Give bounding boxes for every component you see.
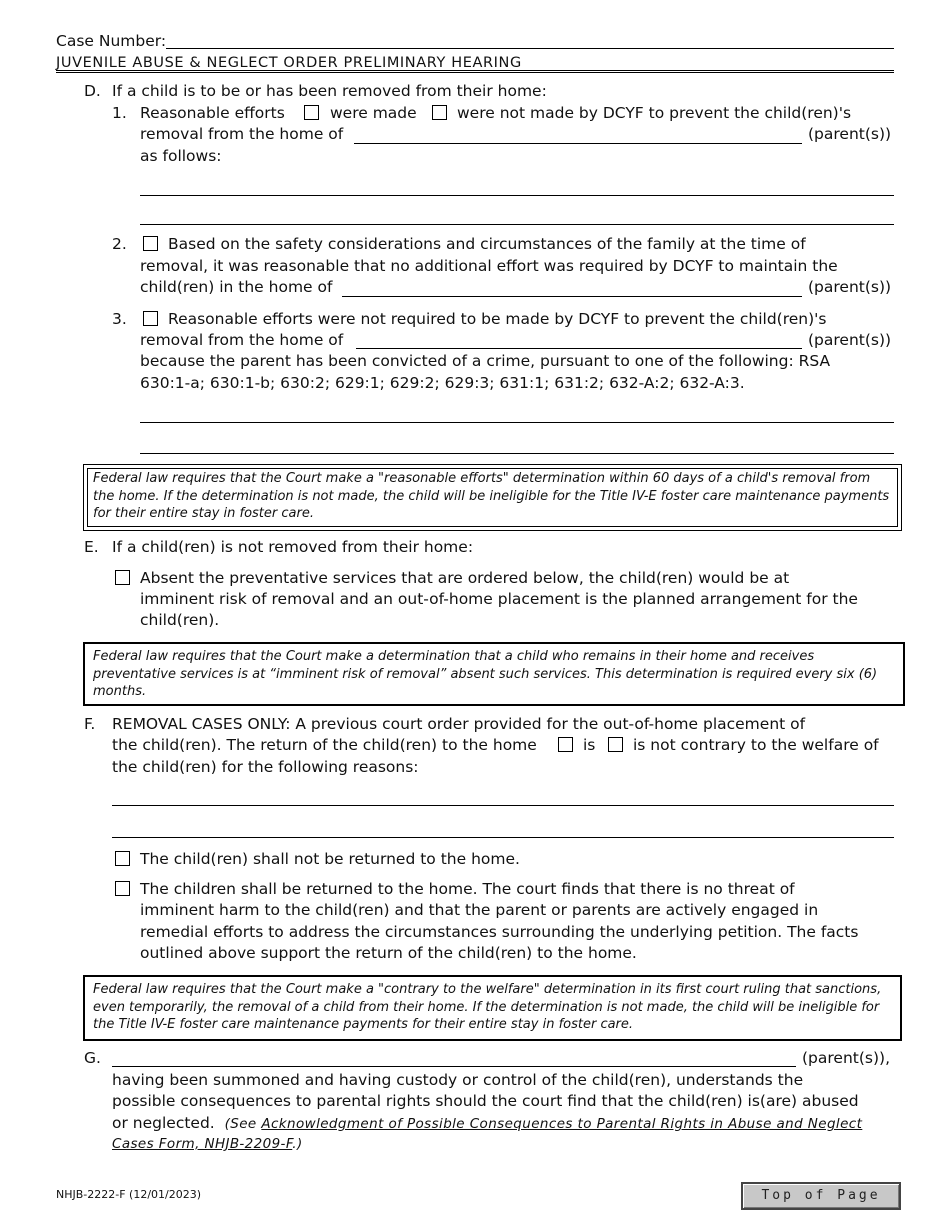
contrary-welfare-notice: Federal law requires that the Court make a "contrary to the welfare" determination in its first court ruling that sanctions, even temporarily, the removal of a child from their home. If the determination is not made, the child will be ineligible for the Title IV-E foster care maintenance payments for their entire stay in foster care.	[83, 975, 902, 1041]
item3-line1: Reasonable efforts were not required to be made by DCYF to prevent the child(ren)'s	[168, 310, 827, 328]
reasons-line-1[interactable]	[112, 805, 894, 806]
acknowledgment-form-link-cont[interactable]: Cases Form, NHJB-2209-F	[112, 1136, 293, 1152]
is-not-label: is not contrary to the welfare of	[633, 736, 879, 754]
is-label: is	[583, 736, 596, 754]
section-f-letter: F.	[84, 715, 96, 733]
returned-line1: The children shall be returned to the home. The court finds that there is no threat of	[140, 880, 795, 898]
checkbox-imminent-risk[interactable]	[115, 570, 130, 585]
section-e-line2: imminent risk of removal and an out-of-home placement is the planned arrangement for the	[140, 590, 858, 608]
item2-number: 2.	[112, 235, 127, 253]
imminent-risk-notice: Federal law requires that the Court make a determination that a child who remains in their home and receives preventative services is at “imminent risk of removal” absent such services. This determination is required every six (6) months.	[83, 642, 905, 706]
item3-explanation-line-1[interactable]	[140, 422, 894, 423]
acknowledgment-form-link[interactable]: Acknowledgment of Possible Consequences to Parental Rights in Abuse and Neglect	[261, 1116, 863, 1132]
checkbox-is-contrary[interactable]	[558, 737, 573, 752]
checkbox-returned[interactable]	[115, 881, 130, 896]
item1-number: 1.	[112, 104, 127, 122]
item3-explanation-line-2[interactable]	[140, 453, 894, 454]
item2-line2: removal, it was reasonable that no additional effort was required by DCYF to maintain the	[140, 257, 838, 275]
section-g-line5	[112, 1134, 303, 1155]
item1-pre: Reasonable efforts	[140, 104, 285, 122]
item2-parents-label: (parent(s))	[808, 278, 892, 296]
section-f-line1: REMOVAL CASES ONLY: A previous court order provided for the out-of-home placement of	[112, 715, 806, 733]
see-close: .)	[292, 1136, 303, 1152]
item2-parent-name-field[interactable]	[342, 296, 802, 297]
section-g-parents-label: (parent(s)),	[802, 1049, 890, 1067]
section-e-letter: E.	[84, 538, 99, 556]
section-d-letter: D.	[84, 82, 101, 100]
see-open: (See	[224, 1116, 262, 1132]
checkbox-is-not-contrary[interactable]	[608, 737, 623, 752]
form-title: JUVENILE ABUSE & NEGLECT ORDER PRELIMINARY HEARING	[56, 55, 522, 71]
item3-line3: because the parent has been convicted of a crime, pursuant to one of the following: RSA	[140, 352, 831, 370]
item1-made-label: were made	[330, 104, 417, 122]
checkbox-not-returned[interactable]	[115, 851, 130, 866]
top-of-page-button[interactable]: Top of Page	[741, 1182, 901, 1210]
reasonable-efforts-notice: Federal law requires that the Court make a "reasonable efforts" determination within 60 days of a child's removal from the home. If the determination is not made, the child will be ineligible for the Title IV-E foster care maintenance payments for their entire stay in foster care.	[83, 464, 902, 531]
item3-parents-label: (parent(s))	[808, 331, 892, 349]
item1-as-follows: as follows:	[140, 147, 222, 165]
checkbox-no-additional-effort[interactable]	[143, 236, 158, 251]
item1-explanation-line-1[interactable]	[140, 195, 894, 196]
section-g-letter: G.	[84, 1049, 101, 1067]
item3-line4: 630:1-a; 630:1-b; 630:2; 629:1; 629:2; 629:3; 631:1; 631:2; 632-A:2; 632-A:3.	[140, 374, 745, 392]
item1-removal-label: removal from the home of	[140, 125, 344, 143]
section-g-line4	[112, 1113, 862, 1135]
section-g-parent-name-field[interactable]	[112, 1066, 796, 1067]
section-f-line2: the child(ren). The return of the child(ren) to the home	[112, 736, 537, 754]
item3-removal-label: removal from the home of	[140, 331, 344, 349]
not-returned-label: The child(ren) shall not be returned to the home.	[140, 850, 520, 868]
section-g-line3: possible consequences to parental rights should the court find that the child(ren) is(are) abused	[112, 1092, 859, 1110]
reasons-line-2[interactable]	[112, 837, 894, 838]
checkbox-efforts-not-made[interactable]	[432, 105, 447, 120]
item1-explanation-line-2[interactable]	[140, 224, 894, 225]
header-divider-2	[56, 72, 894, 73]
item1-parents-label: (parent(s))	[808, 125, 892, 143]
section-g-neglected-text: or neglected.	[112, 1114, 215, 1132]
form-id: NHJB-2222-F (12/01/2023)	[56, 1188, 202, 1201]
checkbox-efforts-not-required[interactable]	[143, 311, 158, 326]
section-e-line3: child(ren).	[140, 611, 220, 629]
section-g-line2: having been summoned and having custody or control of the child(ren), understands the	[112, 1071, 804, 1089]
item2-line1: Based on the safety considerations and circumstances of the family at the time of	[168, 235, 806, 253]
header-divider	[56, 70, 894, 71]
item1-not-made-label: were not made by DCYF to prevent the child(ren)'s	[457, 104, 852, 122]
returned-line2: imminent harm to the child(ren) and that the parent or parents are actively engaged in	[140, 901, 819, 919]
item3-number: 3.	[112, 310, 127, 328]
section-d-intro: If a child is to be or has been removed from their home:	[112, 82, 547, 100]
case-number-field[interactable]	[166, 48, 894, 49]
section-f-line3: the child(ren) for the following reasons:	[112, 758, 419, 776]
section-e-line1: Absent the preventative services that are ordered below, the child(ren) would be at	[140, 569, 790, 587]
item2-line3: child(ren) in the home of	[140, 278, 333, 296]
returned-line3: remedial efforts to address the circumstances surrounding the underlying petition. The facts	[140, 923, 859, 941]
item3-parent-name-field[interactable]	[356, 348, 802, 349]
item1-parent-name-field[interactable]	[354, 143, 802, 144]
section-e-intro: If a child(ren) is not removed from their home:	[112, 538, 474, 556]
case-number-label: Case Number:	[56, 32, 167, 50]
checkbox-efforts-made[interactable]	[304, 105, 319, 120]
returned-line4: outlined above support the return of the child(ren) to the home.	[140, 944, 637, 962]
